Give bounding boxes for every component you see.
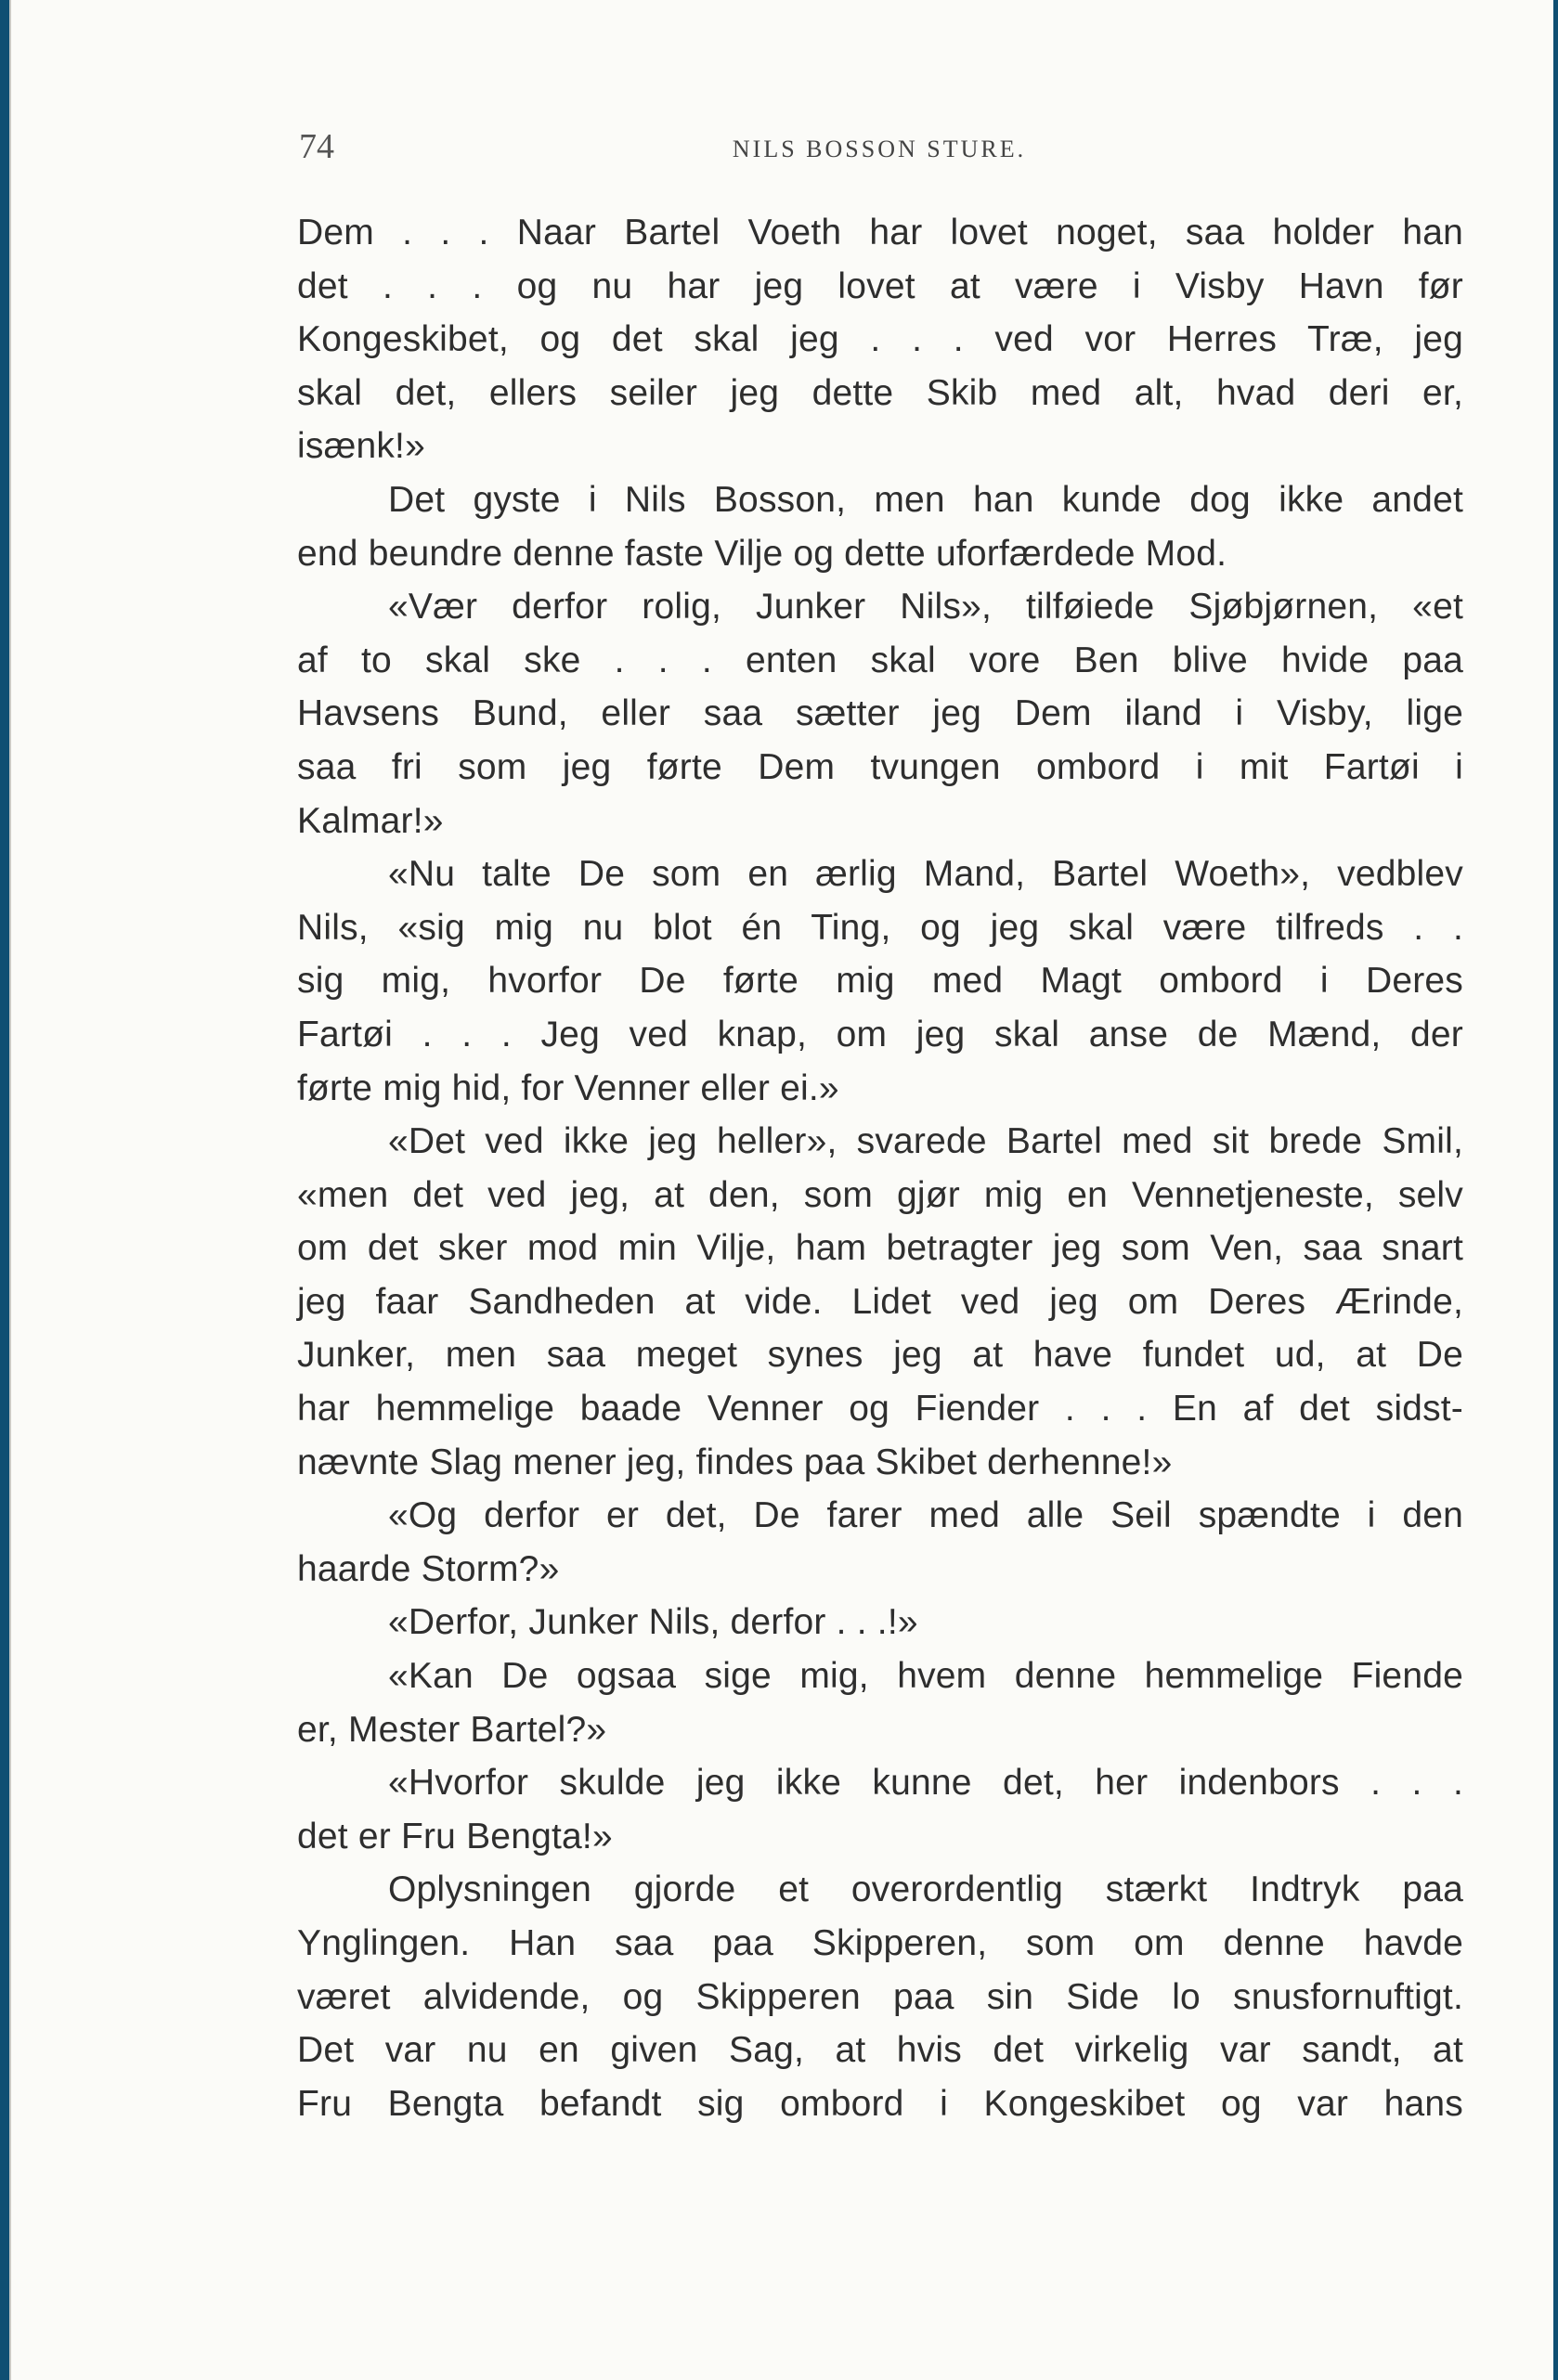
text-line: Nils, «sig mig nu blot én Ting, og jeg skal være tilfreds . . xyxy=(297,907,1463,948)
text-line: har hemmelige baade Venner og Fiender . . . En af det sidst- xyxy=(297,1389,1463,1429)
text-line: Fru Bengta befandt sig ombord i Kongeskibet og var hans xyxy=(297,2083,1463,2124)
text-line: Junker, men saa meget synes jeg at have fundet ud, at De xyxy=(297,1335,1463,1376)
text-line: «Og derfor er det, De farer med alle Seil spændte i den xyxy=(388,1495,1463,1536)
text-line: Fartøi . . . Jeg ved knap, om jeg skal anse de Mænd, der xyxy=(297,1014,1463,1054)
text-line: «Kan De ogsaa sige mig, hvem denne hemmelige Fiende xyxy=(388,1656,1463,1697)
text-line: været alvidende, og Skipperen paa sin Side lo snusfornuftigt. xyxy=(297,1976,1463,2017)
text-line: isænk!» xyxy=(297,426,425,467)
text-line: saa fri som jeg førte Dem tvungen ombord i mit Fartøi i xyxy=(297,746,1463,787)
text-line: «Vær derfor rolig, Junker Nils», tilføiede Sjøbjørnen, «et xyxy=(388,587,1463,627)
text-line: end beundre denne faste Vilje og dette uforfærdede Mod. xyxy=(297,533,1227,574)
book-page xyxy=(9,0,1553,2380)
text-line: Kalmar!» xyxy=(297,800,444,841)
text-line: «Det ved ikke jeg heller», svarede Bartel med sit brede Smil, xyxy=(388,1121,1463,1162)
text-line: af to skal ske . . . enten skal vore Ben blive hvide paa xyxy=(297,640,1463,680)
running-head: NILS BOSSON STURE. xyxy=(732,136,1027,162)
text-line: Ynglingen. Han saa paa Skipperen, som om denne havde xyxy=(297,1923,1463,1963)
text-line: Det var nu en given Sag, at hvis det virkelig var sandt, at xyxy=(297,2030,1463,2071)
page-number: 74 xyxy=(299,127,334,166)
text-line: jeg faar Sandheden at vide. Lidet ved jeg om Deres Ærinde, xyxy=(297,1281,1463,1322)
text-line: Kongeskibet, og det skal jeg . . . ved vor Herres Træ, jeg xyxy=(297,319,1463,360)
text-line: «Hvorfor skulde jeg ikke kunne det, her indenbors . . . xyxy=(388,1763,1463,1804)
text-line: Det gyste i Nils Bosson, men han kunde dog ikke andet xyxy=(388,479,1463,520)
text-line: er, Mester Bartel?» xyxy=(297,1709,607,1750)
text-line: det . . . og nu har jeg lovet at være i Visby Havn før xyxy=(297,265,1463,306)
page-header xyxy=(299,126,1460,182)
text-line: Dem . . . Naar Bartel Voeth har lovet noget, saa holder han xyxy=(297,213,1463,252)
body-text xyxy=(297,206,1463,2130)
text-line: «Derfor, Junker Nils, derfor . . .!» xyxy=(388,1602,918,1643)
text-line: Oplysningen gjorde et overordentlig stærkt Indtryk paa xyxy=(388,1869,1463,1910)
text-line: nævnte Slag mener jeg, findes paa Skibet derhenne!» xyxy=(297,1442,1173,1482)
text-line: Havsens Bund, eller saa sætter jeg Dem iland i Visby, lige xyxy=(297,693,1463,734)
text-line: sig mig, hvorfor De førte mig med Magt ombord i Deres xyxy=(297,961,1463,1002)
text-line: skal det, ellers seiler jeg dette Skib med alt, hvad deri er, xyxy=(297,372,1463,413)
text-line: «Nu talte De som en ærlig Mand, Bartel Woeth», vedblev xyxy=(388,854,1463,895)
text-line: «men det ved jeg, at den, som gjør mig en Vennetjeneste, selv xyxy=(297,1174,1463,1215)
text-line: om det sker mod min Vilje, ham betragter jeg som Ven, saa snart xyxy=(297,1228,1463,1269)
text-line: det er Fru Bengta!» xyxy=(297,1816,613,1856)
text-line: haarde Storm?» xyxy=(297,1548,560,1589)
text-line: førte mig hid, for Venner eller ei.» xyxy=(297,1067,839,1108)
